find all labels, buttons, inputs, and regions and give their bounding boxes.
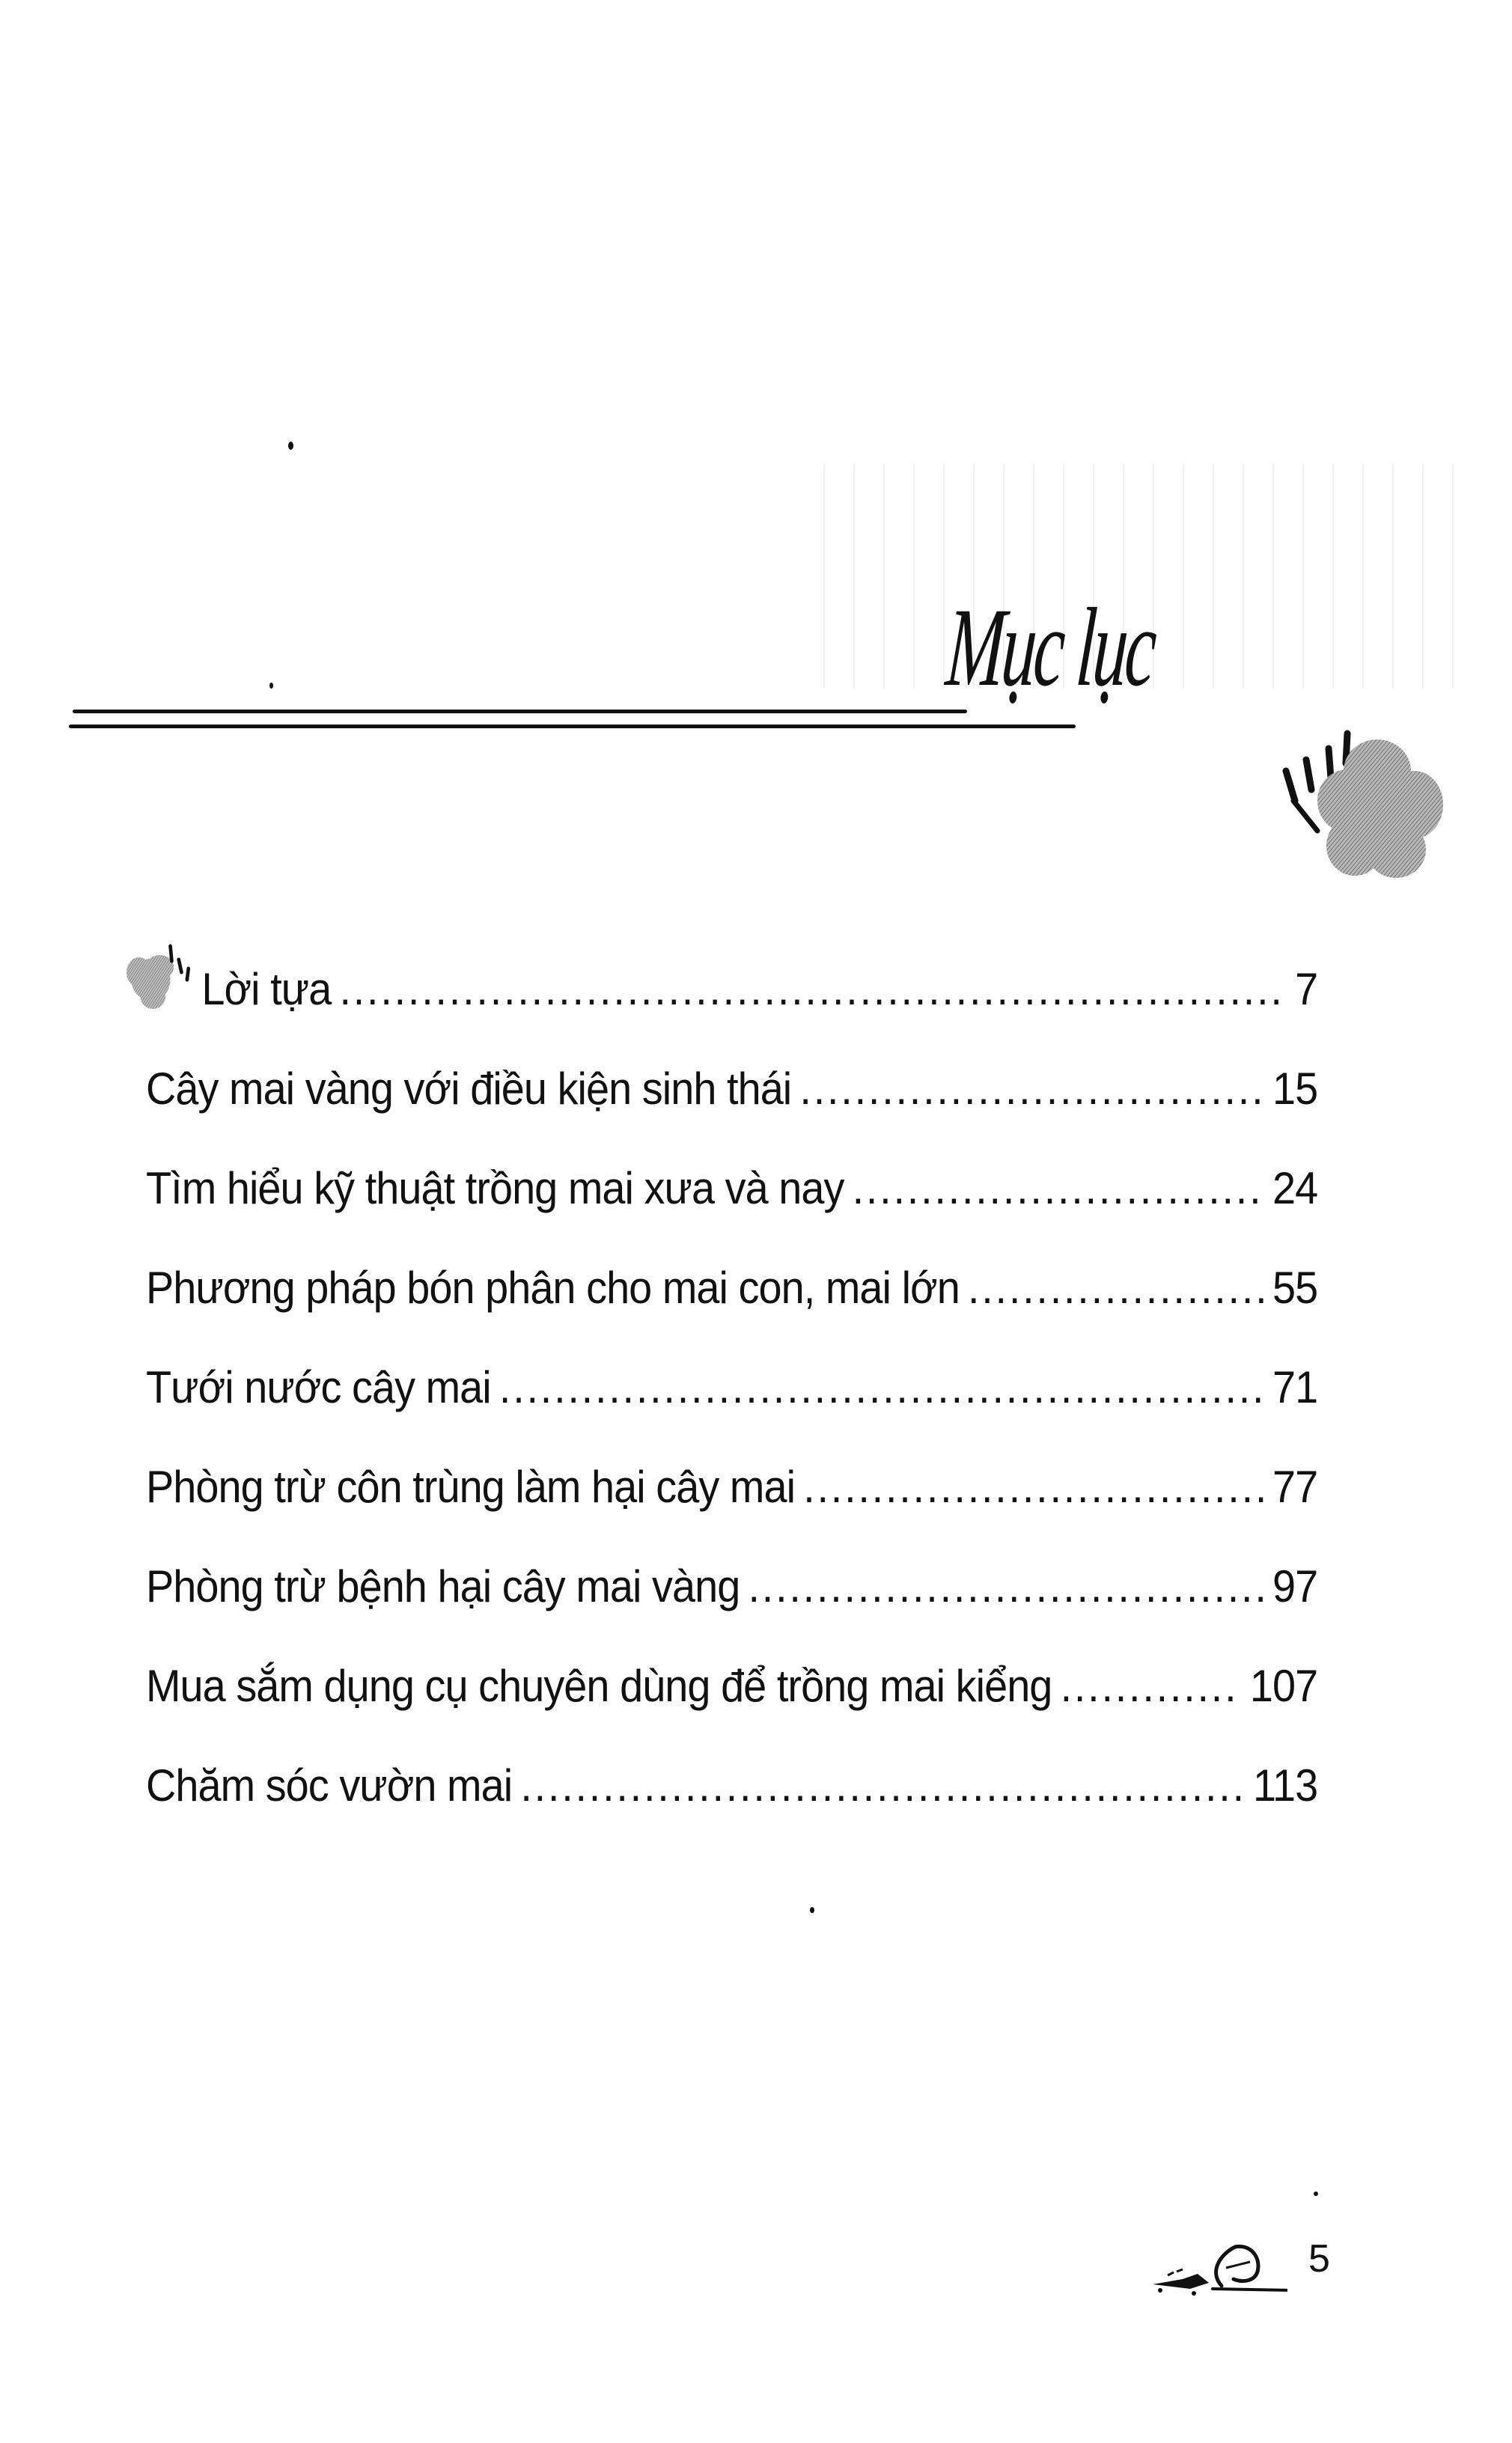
page-footer: [1138, 2238, 1362, 2305]
page-title: Mục lục: [942, 585, 1158, 710]
toc-entry[interactable]: [146, 1756, 1317, 1855]
toc-entry-page: 71: [1272, 1362, 1318, 1412]
header-rule-bottom: [69, 725, 1076, 728]
flourish-icon: [1138, 2238, 1287, 2298]
header-rule-top: [73, 710, 967, 713]
toc-entry-page: 113: [1253, 1760, 1318, 1811]
toc-entry-title: Lời tựa: [201, 964, 332, 1014]
toc-entry[interactable]: [146, 1656, 1317, 1756]
page-header: [0, 0, 1512, 898]
toc-dot-leader: [339, 960, 1286, 1019]
toc-entry[interactable]: [146, 1059, 1317, 1159]
toc-dot-leader: [799, 1059, 1263, 1119]
toc-entry-page: 15: [1272, 1064, 1318, 1114]
apricot-blossom-icon: [1265, 719, 1445, 883]
toc-entry[interactable]: [146, 1358, 1317, 1457]
toc-entry-title: Cây mai vàng với điều kiện sinh thái: [146, 1064, 792, 1114]
toc-dot-leader: [748, 1557, 1263, 1617]
toc-entry-page: 24: [1272, 1163, 1318, 1213]
toc-dot-leader: [1061, 1656, 1242, 1716]
toc-dot-leader: [499, 1358, 1264, 1418]
toc-entry-page: 7: [1295, 964, 1318, 1014]
page-number: 5: [1308, 2237, 1330, 2281]
toc-entry-page: 55: [1272, 1263, 1318, 1313]
toc-entry[interactable]: [146, 1258, 1317, 1358]
toc-entry-title: Phòng trừ côn trùng làm hại cây mai: [146, 1462, 796, 1512]
toc-entry-page: 107: [1249, 1661, 1318, 1711]
toc-dot-leader: [853, 1159, 1264, 1219]
paper-speck: [810, 1907, 814, 1913]
toc-dot-leader: [520, 1756, 1245, 1816]
toc-entry-title: Phòng trừ bệnh hại cây mai vàng: [146, 1561, 740, 1611]
toc-entry-title: Phương pháp bón phân cho mai con, mai lớn: [146, 1263, 960, 1313]
toc-entry-page: 77: [1272, 1462, 1318, 1512]
toc-entry-page: 97: [1272, 1561, 1318, 1611]
toc-dot-leader: [803, 1457, 1264, 1517]
toc-entry-title: Tìm hiểu kỹ thuật trồng mai xưa và nay: [146, 1163, 844, 1213]
paper-speck: [1314, 2192, 1318, 2196]
table-of-contents: [146, 960, 1317, 1855]
toc-entry[interactable]: [146, 1557, 1317, 1656]
apricot-blossom-icon: [121, 939, 198, 1013]
toc-entry[interactable]: [146, 1457, 1317, 1557]
toc-entry-title: Tưới nước cây mai: [146, 1362, 491, 1412]
toc-entry-title: Chăm sóc vườn mai: [146, 1760, 513, 1811]
toc-entry-title: Mua sắm dụng cụ chuyên dùng để trồng mai kiểng: [146, 1661, 1052, 1711]
toc-entry[interactable]: [146, 1159, 1317, 1258]
toc-dot-leader: [968, 1258, 1264, 1318]
toc-entry[interactable]: [146, 960, 1317, 1059]
